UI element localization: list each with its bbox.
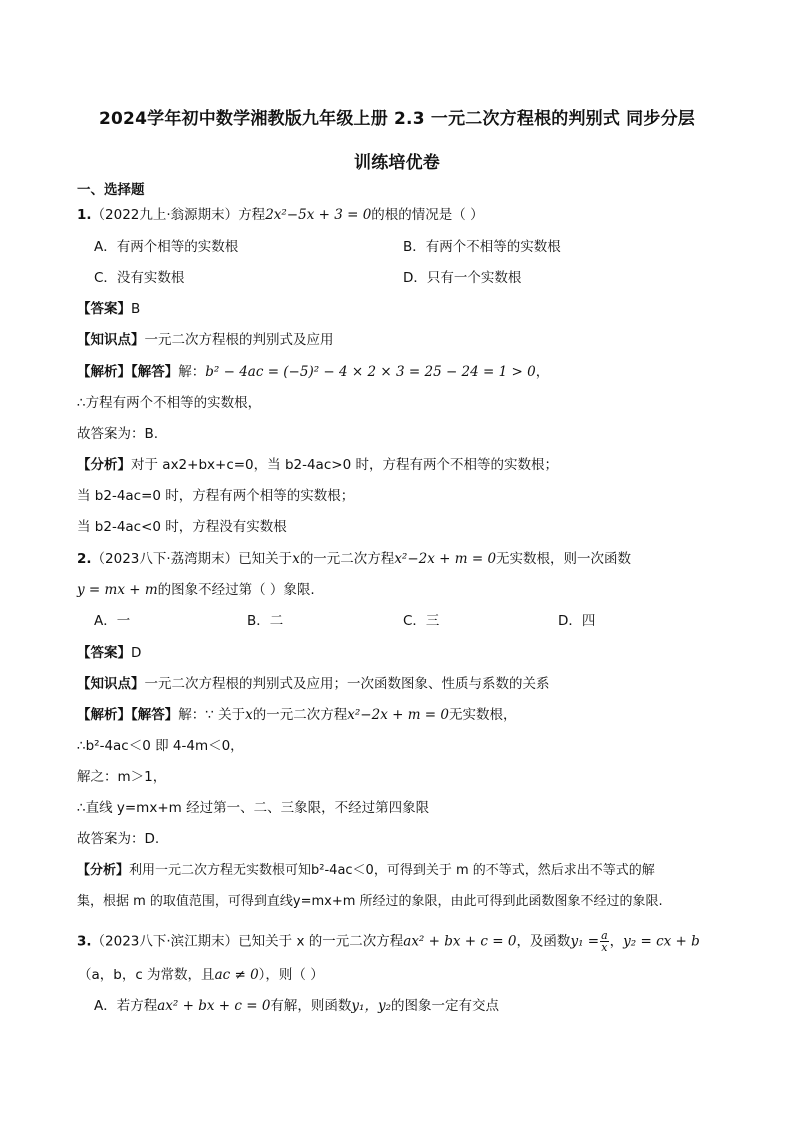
- variable: x: [292, 551, 300, 567]
- analysis-line-3: 解之：m＞1，: [77, 769, 167, 785]
- analysis-line-4: ∴直线 y=mx+m 经过第一、二、三象限，不经过第四象限: [77, 800, 430, 816]
- equation: ax² + bx + c = 0: [403, 933, 517, 950]
- question-source: （2022九上·翁源期末）: [91, 207, 239, 223]
- analysis-line: [77, 705, 516, 725]
- analysis-text: 解：∵ 关于: [178, 707, 246, 723]
- equation: x²−2x + m = 0: [394, 551, 497, 567]
- analysis-text: 解：: [178, 364, 206, 380]
- question-3-stem: 3.（2023八下·滨江期末）已知关于 x 的一元二次方程ax² + bx + c = 0，及函数y₁ = $\frac{a}{x}$ ，y₂ = cx + b: [77, 929, 700, 954]
- equation: x²−2x + m = 0: [347, 707, 449, 723]
- fenxi-line: [77, 861, 655, 881]
- section-heading: 一、选择题: [77, 182, 145, 198]
- fenxi-label: 【分析】: [77, 863, 130, 878]
- answer-label: 【答案】: [77, 301, 131, 317]
- answer-line: [77, 299, 140, 319]
- option-c: C．三: [403, 613, 440, 629]
- fenxi-text: 利用一元二次方程无实数根可知b²-4ac＜0，可得到关于 m 的不等式，然后求出不等式的解: [129, 863, 655, 878]
- answer-value: D: [131, 645, 142, 661]
- knowledge-line: [77, 674, 550, 694]
- stem-text: 的图象不经过第（ ）象限.: [157, 582, 315, 598]
- fenxi-line: [77, 455, 558, 475]
- analysis-text: ，: [535, 364, 550, 380]
- stem-text: （a，b，c 为常数，且: [78, 967, 215, 983]
- option-a: A．一: [94, 613, 131, 629]
- question-2-stem: [77, 549, 631, 569]
- stem-text: ），则（ ）: [258, 967, 324, 983]
- fenxi-line-3: 当 b2-4ac<0 时，方程没有实数根: [77, 519, 287, 535]
- fraction-numerator: a: [601, 929, 608, 942]
- knowledge-text: 一元二次方程根的判别式及应用: [144, 332, 334, 348]
- question-number: 2.: [77, 551, 92, 567]
- equation: 2x²−5x + 3 = 0: [265, 207, 372, 223]
- stem-text: ，及函数: [516, 933, 571, 950]
- equation: ax² + bx + c = 0: [157, 998, 271, 1014]
- analysis-text: 的一元二次方程: [252, 707, 348, 723]
- stem-text: 的根的情况是（ ）: [371, 207, 484, 223]
- knowledge-label: 【知识点】: [77, 676, 145, 692]
- stem-text: 方程: [238, 207, 266, 223]
- stem-text: 的一元二次方程: [299, 551, 395, 567]
- knowledge-line: [77, 330, 334, 350]
- analysis-label: 【解析】【解答】: [77, 707, 179, 723]
- fenxi-line-2: 当 b2-4ac=0 时，方程有两个相等的实数根；: [77, 488, 355, 504]
- question-number: 1.: [77, 207, 92, 223]
- question-3-stem-line-2: [78, 965, 324, 985]
- question-source: （2023八下·滨江期末）: [91, 933, 239, 950]
- knowledge-label: 【知识点】: [77, 332, 145, 348]
- analysis-line-2: ∴方程有两个不相等的实数根，: [77, 395, 262, 411]
- option-text: A．若方程: [94, 998, 158, 1014]
- question-source: （2023八下·荔湾期末）: [91, 551, 239, 567]
- option-d: D．只有一个实数根: [403, 270, 522, 286]
- stem-text: 已知关于: [238, 551, 293, 567]
- function-expression: y = mx + m: [77, 582, 158, 598]
- answer-line: [77, 643, 141, 663]
- answer-label: 【答案】: [77, 645, 131, 661]
- option-text: 有解，则函数: [270, 998, 352, 1014]
- question-number: 3.: [77, 933, 92, 950]
- analysis-line-2: ∴b²-4ac＜0 即 4-4m＜0，: [77, 738, 244, 754]
- function-2: y₂ = cx + b: [623, 933, 700, 950]
- fraction: [600, 930, 609, 953]
- answer-value: B: [131, 301, 141, 317]
- stem-text: 已知关于 x 的一元二次方程: [238, 933, 404, 950]
- analysis-text: 无实数根，: [448, 707, 517, 723]
- question-1-stem: [77, 205, 484, 225]
- fenxi-text: 对于 ax2+bx+c=0，当 b2-4ac>0 时，方程有两个不相等的实数根；: [131, 457, 558, 473]
- function-1-lhs: y₁ =: [570, 933, 600, 950]
- condition: ac ≠ 0: [214, 967, 259, 983]
- analysis-label: 【解析】【解答】: [77, 364, 179, 380]
- fenxi-label: 【分析】: [77, 457, 131, 473]
- fraction-denominator: x: [601, 941, 608, 954]
- analysis-line-3: 故答案为：B.: [77, 426, 159, 442]
- page-title: 2024学年初中数学湘教版九年级上册 2.3 一元二次方程根的判别式 同步分层: [99, 109, 695, 129]
- analysis-line: [77, 362, 549, 382]
- fenxi-line-2: 集，根据 m 的取值范围，可得到直线y=mx+m 所经过的象限，由此可得到此函数图象不经过的象限.: [77, 894, 663, 909]
- option-a: A．有两个相等的实数根: [94, 239, 239, 255]
- question-2-stem-line-2: [77, 580, 315, 600]
- page-title-continued: 训练培优卷: [354, 153, 440, 173]
- option-b: B．二: [247, 613, 284, 629]
- knowledge-text: 一元二次方程根的判别式及应用；一次函数图象、性质与系数的关系: [144, 676, 550, 692]
- analysis-line-5: 故答案为：D.: [77, 831, 160, 847]
- variable: x: [245, 707, 253, 723]
- analysis-math: b² − 4ac = (−5)² − 4 × 2 × 3 = 25 − 24 = 1 > 0: [205, 364, 536, 380]
- option-text: 的图象一定有交点: [391, 998, 499, 1014]
- option-b: B．有两个不相等的实数根: [403, 239, 561, 255]
- stem-text: 无实数根，则一次函数: [496, 551, 632, 567]
- option-a: [94, 996, 499, 1016]
- option-c: C．没有实数根: [94, 270, 185, 286]
- option-d: D．四: [558, 613, 596, 629]
- function-variables: y₁，y₂: [351, 998, 391, 1014]
